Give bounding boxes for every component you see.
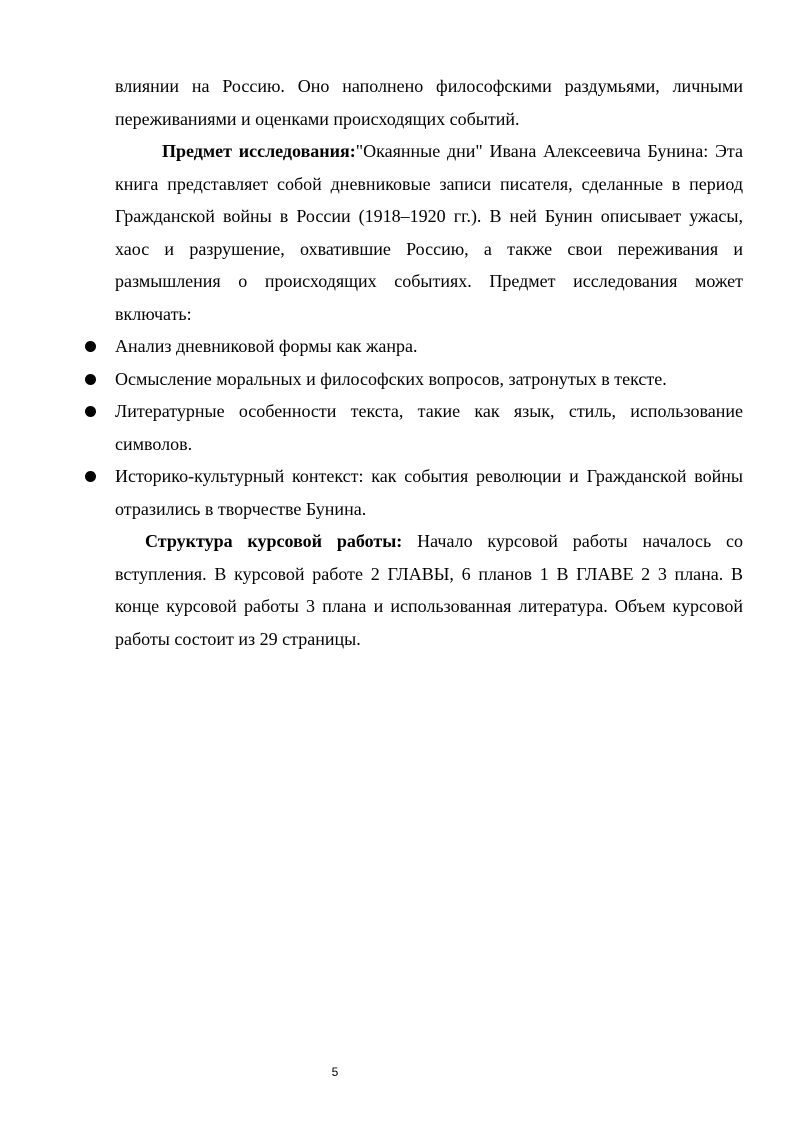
list-item xyxy=(115,460,743,525)
list-item xyxy=(115,363,743,396)
bullet-list xyxy=(115,330,743,525)
structure-paragraph xyxy=(115,525,743,655)
document-body xyxy=(115,70,743,655)
list-item xyxy=(115,330,743,363)
list-item xyxy=(115,395,743,460)
bullet-icon xyxy=(85,406,96,417)
subject-text: "Окаянные дни" Ивана Алексеевича Бунина: Эта книга представляет собой дневниковые записи писателя, сделанные в период Гражданской войны в России (1918–1920 гг.). В ней Бунин описывает ужасы, хаос и разрушение, охватившие Россию, а также свои переживания и размышления о происходящих событиях. Предмет исследования может включать: xyxy=(115,141,744,324)
subject-label: Предмет исследования: xyxy=(162,141,356,161)
list-item-text: Анализ дневниковой формы как жанра. xyxy=(115,336,418,356)
bullet-icon xyxy=(85,471,96,482)
structure-text: Начало курсовой работы началось со вступления. В курсовой работе 2 ГЛАВЫ, 6 планов 1 В ГЛАВЕ 2 3 плана. В конце курсовой работы 3 плана и использованная литература. Объем курсовой работы состоит из 29 страницы. xyxy=(115,531,743,649)
list-item-text: Осмысление моральных и философских вопросов, затронутых в тексте. xyxy=(115,368,667,389)
bullet-icon xyxy=(85,374,96,385)
subject-paragraph xyxy=(115,135,743,330)
list-item-text: Историко-культурный контекст: как события революции и Гражданской войны отразились в творчестве Бунина. xyxy=(115,466,743,519)
structure-label: Структура курсовой работы: xyxy=(145,531,403,551)
page-number: 5 xyxy=(331,1065,339,1079)
list-item-text: Литературные особенности текста, такие как язык, стиль, использование символов. xyxy=(115,401,743,454)
intro-paragraph: влиянии на Россию. Оно наполнено философскими раздумьями, личными переживаниями и оценками происходящих событий. xyxy=(115,76,743,129)
bullet-icon xyxy=(85,341,96,352)
